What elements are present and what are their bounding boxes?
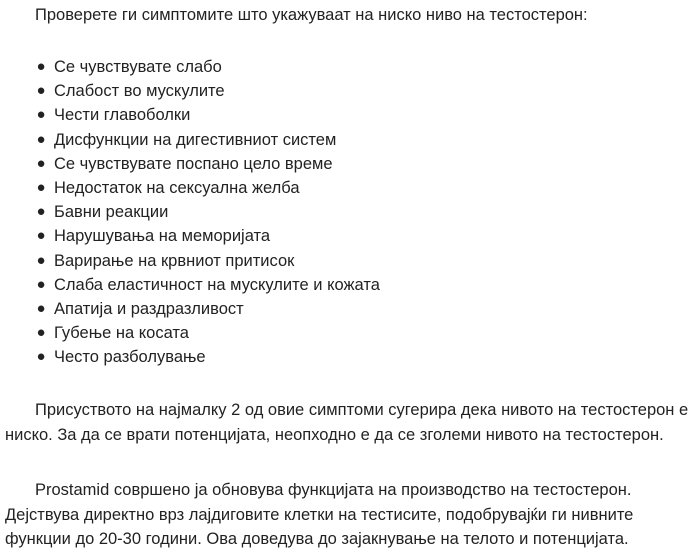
list-item: [0, 224, 380, 248]
list-item-text: Нарушувања на меморијата: [54, 227, 271, 246]
bullet-icon: ●: [36, 178, 46, 196]
paragraph-symptoms-summary: Присуството на најмалку 2 од овие симптоми сугерира дека нивото на тестостерон е ниско. За да се врати потенцијата, неопходно е да се зголеми нивото на тестостерон.: [5, 401, 689, 444]
bullet-icon: ●: [36, 324, 46, 342]
bullet-icon: ●: [36, 203, 46, 221]
list-item-text: Слабост во мускулите: [54, 82, 225, 101]
intro-text: Проверете ги симптомите што укажуваат на ниско ниво на тестостерон:: [35, 6, 588, 24]
bullet-icon: ●: [36, 58, 46, 75]
list-item-text: Недостаток на сексуална желба: [54, 178, 300, 197]
list-item: [0, 345, 380, 369]
list-item-text: Се чувствувате слабо: [54, 58, 222, 76]
list-item: [0, 152, 380, 176]
list-item-text: Апатија и раздразливост: [54, 299, 244, 318]
list-item: [0, 249, 380, 273]
bullet-icon: ●: [36, 275, 46, 293]
list-item-text: Често разболување: [54, 348, 206, 367]
list-item: [0, 103, 380, 127]
list-item-text: Чести главоболки: [54, 106, 191, 125]
list-item: [0, 79, 380, 103]
paragraph-product-description: Prostamid совршено ја обновува функцијата на производство на тестостерон. Дејствува директно врз лајдиговите клетки на тестисите, подобрувајќи ги нивните функции до 20-30 години. Ова доведува до зајакнување на телото и потенцијата.: [5, 481, 634, 548]
list-item: [0, 273, 380, 297]
bullet-icon: ●: [36, 154, 46, 172]
list-item-text: Слаба еластичност на мускулите и кожата: [54, 275, 380, 294]
list-item-text: Бавни реакции: [54, 203, 169, 222]
list-item: [0, 128, 380, 152]
list-item-text: Дисфункции на дигестивниот систем: [54, 130, 337, 149]
bullet-icon: ●: [36, 299, 46, 317]
list-item: [0, 200, 380, 224]
bullet-icon: ●: [36, 251, 46, 269]
bullet-icon: ●: [36, 130, 46, 148]
list-item: [0, 55, 380, 79]
list-item-text: Варирање на крвниот притисок: [54, 251, 295, 270]
bullet-icon: ●: [36, 227, 46, 245]
list-item-text: Губење на косата: [54, 324, 189, 343]
bullet-icon: ●: [36, 106, 46, 124]
list-item: [0, 297, 380, 321]
bullet-icon: ●: [36, 82, 46, 100]
list-item: [0, 321, 380, 345]
list-item-text: Се чувствувате поспано цело време: [54, 154, 333, 173]
list-item: [0, 176, 380, 200]
bullet-icon: ●: [36, 348, 46, 366]
symptom-list: [0, 55, 380, 369]
